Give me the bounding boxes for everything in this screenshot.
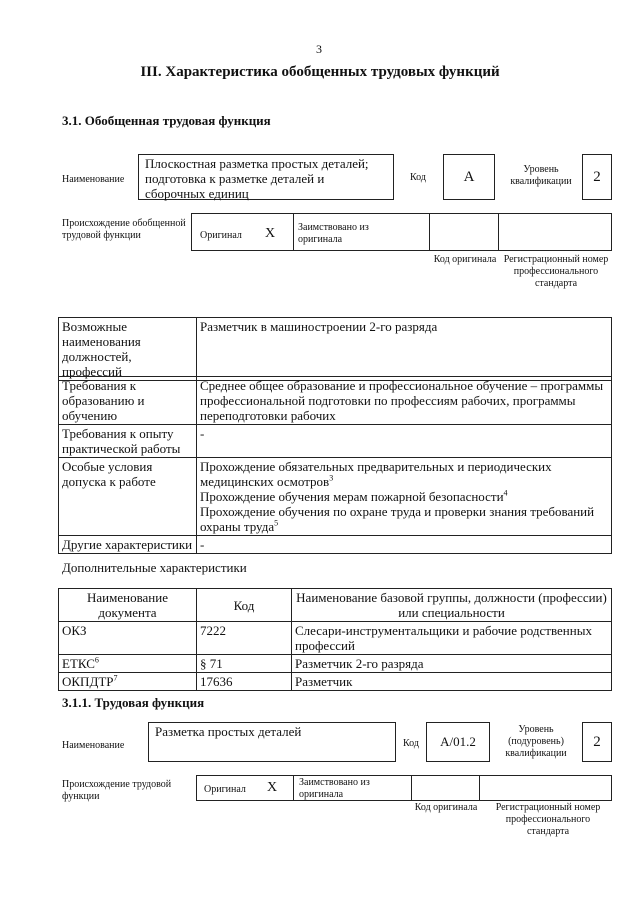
table-row — [59, 425, 612, 458]
additional-table — [58, 588, 612, 691]
gtf-level-label: Уровень квалификации — [510, 164, 572, 187]
positions-table — [58, 317, 612, 381]
tf-reg-num-caption: Регистрационный номер профессионального стандарта — [495, 802, 601, 837]
footnote-5: 5 — [274, 518, 279, 528]
other-value: - — [197, 536, 612, 554]
tf-original-label: Оригинал — [204, 784, 246, 795]
additional-name: Слесари-инструментальщики и рабочие родственных профессий — [292, 622, 612, 655]
table-row — [59, 536, 612, 554]
table-row — [59, 458, 612, 536]
additional-doc: ОКЗ — [59, 622, 197, 655]
gtf-origin-table — [191, 213, 612, 251]
special-label: Особые условия допуска к работе — [59, 458, 197, 536]
gtf-borrowed-label: Заимствовано из оригинала — [298, 222, 369, 245]
tf-level-label: Уровень (подуровень) квалификации — [505, 724, 567, 759]
gtf-code-label: Код — [410, 172, 426, 183]
page-number: 3 — [316, 42, 322, 56]
footnote-4: 4 — [503, 488, 508, 498]
special-line2: Прохождение обучения мерам пожарной безопасности — [200, 489, 504, 504]
section-title: III. Характеристика обобщенных трудовых функций — [140, 64, 500, 80]
table-row — [59, 589, 612, 622]
table-row — [59, 377, 612, 425]
tf-original-mark: X — [267, 780, 278, 795]
additional-code: 7222 — [197, 622, 292, 655]
other-label: Другие характеристики — [59, 536, 197, 554]
additional-name: Разметчик 2-го разряда — [292, 655, 612, 673]
tf-code-value: А/01.2 — [426, 722, 490, 762]
gtf-origin-label: Происхождение обобщенной трудовой функции — [62, 218, 186, 241]
special-line1: Прохождение обязательных предварительных и периодических медицинских осмотров — [200, 459, 552, 489]
additional-code: § 71 — [197, 655, 292, 673]
gtf-name-label: Наименование — [62, 174, 125, 185]
gtf-code-value: А — [443, 154, 495, 200]
tf-heading: 3.1.1. Трудовая функция — [62, 695, 205, 710]
tf-borrowed-label: Заимствовано из оригинала — [299, 777, 370, 800]
special-value — [197, 458, 612, 536]
tf-name-value — [148, 722, 396, 762]
tf-orig-code-caption: Код оригинала — [414, 802, 478, 813]
education-label: Требования к образованию и обучению — [59, 377, 197, 425]
tf-origin-label: Происхождение трудовой функции — [62, 779, 172, 802]
gtf-heading: 3.1. Обобщенная трудовая функция — [62, 113, 271, 128]
gtf-original-label: Оригинал — [200, 230, 242, 241]
footnote-6: 6 — [94, 655, 99, 665]
gtf-reg-num-caption: Регистрационный номер профессионального стандарта — [503, 254, 609, 289]
tf-code-label: Код — [403, 738, 419, 749]
additional-col-doc: Наименование документа — [59, 589, 197, 622]
experience-label: Требования к опыту практической работы — [59, 425, 197, 458]
tf-level-value: 2 — [582, 722, 612, 762]
table-row — [59, 622, 612, 655]
positions-value: Разметчик в машиностроении 2-го разряда — [197, 318, 612, 381]
gtf-name-text: Плоскостная разметка простых деталей; подготовка к разметке деталей и сборочных единиц — [145, 156, 369, 201]
education-value: Среднее общее образование и профессиональное обучение – программы профессиональной подготовки по профессиям рабочих, программы переподготовки рабочих — [197, 377, 612, 425]
tf-name-label: Наименование — [62, 740, 125, 751]
additional-heading: Дополнительные характеристики — [62, 560, 247, 575]
tf-name-text: Разметка простых деталей — [155, 724, 302, 739]
table-row — [59, 673, 612, 691]
footnote-7: 7 — [113, 673, 118, 683]
additional-col-name: Наименование базовой группы, должности (профессии) или специальности — [292, 589, 612, 622]
special-line3: Прохождение обучения по охране труда и проверки знания требований охраны труда — [200, 504, 595, 534]
positions-label: Возможные наименования должностей, профессий — [59, 318, 197, 381]
gtf-orig-code-caption: Код оригинала — [433, 254, 497, 265]
additional-code: 17636 — [197, 673, 292, 691]
footnote-3: 3 — [329, 473, 334, 483]
additional-doc: ЕТКС$^6$ — [59, 655, 197, 673]
table-row — [59, 655, 612, 673]
additional-col-code: Код — [197, 589, 292, 622]
gtf-original-mark: X — [265, 226, 276, 241]
experience-value: - — [197, 425, 612, 458]
tf-origin-table — [196, 775, 612, 801]
additional-name: Разметчик — [292, 673, 612, 691]
gtf-name-value — [138, 154, 394, 200]
requirements-table — [58, 376, 612, 554]
additional-doc: ОКПДТР$^7$ — [59, 673, 197, 691]
gtf-level-value: 2 — [582, 154, 612, 200]
